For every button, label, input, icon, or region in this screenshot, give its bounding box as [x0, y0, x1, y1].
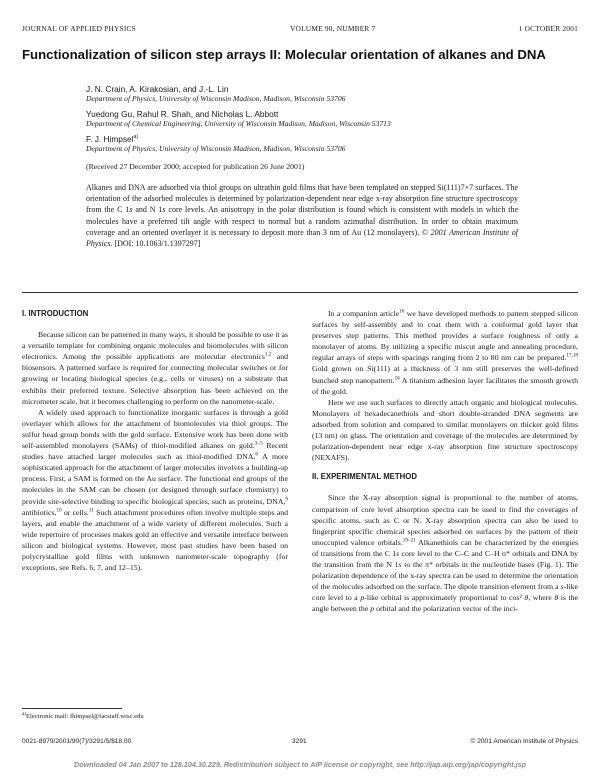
- abstract-text: core levels. An anisotropy in the polar distribution is found which is consistent with models in which the molecules have a preferred tilt angle with respect to normal but a random azimuthal distribution. In order to obtain maximum coverage and an oriented overlayer it is necessary to deposit more than 3 nm of Au (12 monolayers).: [86, 205, 518, 237]
- orbital-symbol: s: [560, 582, 564, 592]
- reference: 16: [399, 308, 405, 315]
- paragraph-text: is the angle between the: [312, 593, 579, 614]
- paragraph-text: A widely used approach to functionalize inorganic surfaces is through a gold overlayer which allows for the attachment of biomolecules via thiol groups. The sulfur head group bonds with the gold surface. Extensive work has been done with self-assembled monolayers (SAMs) of thiol-modified alkanes on gold.: [22, 407, 288, 451]
- abstract-text: and N 1: [132, 205, 163, 215]
- angle-symbol: θ: [524, 593, 529, 603]
- abstract: [86, 182, 518, 249]
- reference: 17,18: [566, 352, 578, 359]
- paragraph-text: Such attachment procedures often involve multiple steps and layers, and enable the attachment of a wide variety of different molecules. Such a wide repertoire of processes makes gold an effective and versatile interface between silicon and biological systems. However, most past studies have been based on polycrystalline gold films with unknown nanometer-scale topography (for exceptions, see Refs. 6, 7, and 12–15).: [22, 507, 288, 573]
- orbital-symbol: p: [370, 604, 375, 614]
- paragraph: [22, 329, 288, 407]
- paragraph-text: -like orbital is approximately proportional to cos²: [364, 593, 525, 603]
- angle-symbol: θ: [554, 593, 559, 603]
- author-names: Yuedong Gu, Rahul R. Shah, and Nicholas L. Abbott: [86, 109, 279, 119]
- paragraph: Here we use such surfaces to directly attach organic and biological molecules. Monolayers of hexadecanethiols and short double-stranded DNA segments are adsorbed from solution and compared to similar monolayers on thicker gold films (13 nm) on glass. The orientation and coverage of the molecules are determined by polarization-dependent near edge x-ray absorption fine structure spectroscopy (NEXAFS).: [312, 397, 578, 463]
- author-names: J. N. Crain, A. Kirakosian, and J.-L. Lin: [86, 84, 229, 94]
- left-column: [22, 308, 288, 573]
- paragraph-text: orbital and the polarization vector of the inci-: [374, 604, 518, 614]
- paragraph-text: Alkanethiols can be characterized by the energies of transitions from the C 1: [312, 537, 578, 558]
- paragraph-text: Because silicon can be patterned in many ways, it should be possible to use it as a versatile template for combining organic molecules and biomolecules with silicon electronics. Among the possible applications are molecular electronics: [22, 330, 288, 362]
- reference: 3–5: [254, 440, 263, 447]
- footnote-divider: [22, 708, 122, 709]
- paragraph-text: Recent studies have attached larger molecules such as thiol-modified DNA.: [22, 441, 288, 462]
- footnote-marker: a): [133, 134, 139, 141]
- running-head: [22, 24, 578, 36]
- paragraph-text: In a companion article: [328, 309, 400, 318]
- reference: 11: [88, 507, 94, 513]
- abstract-copyright: © 2001 American Institute of Physics.: [86, 227, 519, 249]
- author-affiliation: Department of Physics, University of Wisconsin Madison, Madison, Wisconsin 53706: [86, 144, 346, 153]
- reference: 9: [285, 495, 288, 502]
- doi-link[interactable]: [DOI: 10.1063/1.1397297]: [114, 239, 201, 249]
- paper-title: Functionalization of silicon step arrays II: Molecular orientation of alkanes and DNA: [22, 47, 546, 62]
- paragraph-text: -like core level to a: [312, 582, 578, 603]
- paragraph-text: antibiotics,: [22, 507, 57, 517]
- right-column: [312, 308, 578, 614]
- paragraph-text: core level to the C–C and C–H σ* orbitals and DNA by the transition from the N 1: [312, 548, 578, 569]
- download-notice: Downloaded 04 Jan 2007 to 128.104.30.229. Redistribution subject to AIP license or copyright, see http://jap.aip.org/jap/copyright.jsp: [74, 760, 526, 769]
- paragraph-text: , where: [528, 593, 555, 603]
- paragraph-text: we have developed methods to pattern stepped silicon surfaces by self-assembly and to coat them with a conformal gold layer that preserves step patterns. This method provides a surface roughness of only a monolayer of atoms. By utilizing a specific miscut angle and annealing procedure, regular arrays of steps with spacings ranging from 2 to 80 nm can be prepared.: [312, 309, 578, 363]
- section-heading-introduction: I. INTRODUCTION: [22, 309, 89, 318]
- orbital-symbol: s: [129, 205, 133, 215]
- paragraph: [22, 407, 288, 573]
- received-dates: (Received 27 December 2000; accepted for publication 26 June 2001): [86, 162, 305, 171]
- volume-number: VOLUME 90, NUMBER 7: [290, 24, 376, 33]
- author-block-2: [86, 109, 586, 129]
- orbital-symbol: s: [396, 548, 400, 558]
- section-heading-experimental: II. EXPERIMENTAL METHOD: [312, 472, 417, 482]
- paragraph: [312, 492, 578, 614]
- footer-copyright: © 2001 American Institute of Physics: [470, 738, 578, 745]
- paragraph-text: Gold grown on Si(111) at a thickness of 3 nm still preserves the well-defined bunched step nanopattern.: [312, 364, 578, 385]
- author-names: F. J. Himpsel: [86, 134, 134, 144]
- paragraph-text: and biosensors. A patterned surface is required for connecting molecular switches or for growing or locating biological species (e.g., cells or viruses) on a substrate that exhibits their preferred texture. Selective absorption has been achieved on the micrometer scale, but it becomes challenging to perform on the nanometer-scale.: [22, 352, 288, 406]
- journal-name: JOURNAL OF APPLIED PHYSICS: [22, 24, 136, 33]
- reference: 1,2: [264, 351, 272, 358]
- reference: 10: [56, 507, 62, 513]
- paragraph-text: A titanium adhesion layer facilitates the smooth growth of the gold.: [312, 375, 579, 396]
- orbital-symbol: s: [398, 559, 402, 569]
- author-affiliation: Department of Chemical Engineering, University of Wisconsin Madison, Madison, Wisconsin 53713: [86, 119, 391, 128]
- orbital-symbol: p: [360, 593, 365, 603]
- paragraph-text: A more sophisticated approach for the attachment of larger molecules involves a building-up process. First, a SAM is formed on the Au surface. The functional end groups of the molecules in the SAM can be chosen (or designed through surface chemistry) to provide site-selective binding to specific biological species, such as proteins, DNA,: [22, 452, 288, 506]
- abstract-text: Alkanes and DNA are adsorbed via thiol groups on ultrathin gold films that have been templated on stepped Si(111)7×7 surfaces. The orientation of the adsorbed molecules is determined by polarization-dependent near edge x-ray absorption fine structure spectroscopy from the C 1: [86, 183, 518, 215]
- page-number: 3291: [292, 738, 307, 745]
- reference: 16: [394, 374, 400, 381]
- issn-code: 0021-8979/2001/90(7)/3291/5/$18.00: [22, 738, 132, 745]
- paragraph: [312, 308, 578, 397]
- reference: 6: [255, 451, 259, 458]
- paragraph-text: or cells.: [61, 507, 89, 517]
- footnote-text: Electronic mail: fhimpsel@facstaff.wisc.edu: [26, 713, 144, 720]
- footnote-marker: a): [22, 710, 27, 717]
- orbital-symbol: s: [162, 205, 166, 215]
- paragraph-text: Since the X-ray absorption signal is proportional to the number of atoms, comparison of core level absorption spectra can be used to find the coverages of specific atoms, such as C or N. X-ray absorption spectra can also be used to fingerprint specific chemical species adsorbed on surfaces by the pattern of their unoccupied valence orbitals.: [312, 493, 578, 547]
- author-block-1: [86, 84, 586, 104]
- author-affiliation: Department of Physics, University of Wisconsin Madison, Madison, Wisconsin 53706: [86, 94, 346, 103]
- reference: 19–21: [402, 537, 416, 544]
- footnote: [22, 710, 144, 720]
- section-divider: [22, 292, 578, 293]
- paragraph-text: to the π* orbitals in the nucleotide bases (Fig. 1). The polarization dependence of the x-ray spectra can be used to determine the orientation of the molecules adsorbed on the surface. The dipole transition element from a: [312, 559, 579, 592]
- issue-date: 1 OCTOBER 2001: [518, 24, 578, 33]
- author-names-with-marker: [86, 134, 586, 144]
- author-block-3: [86, 134, 586, 154]
